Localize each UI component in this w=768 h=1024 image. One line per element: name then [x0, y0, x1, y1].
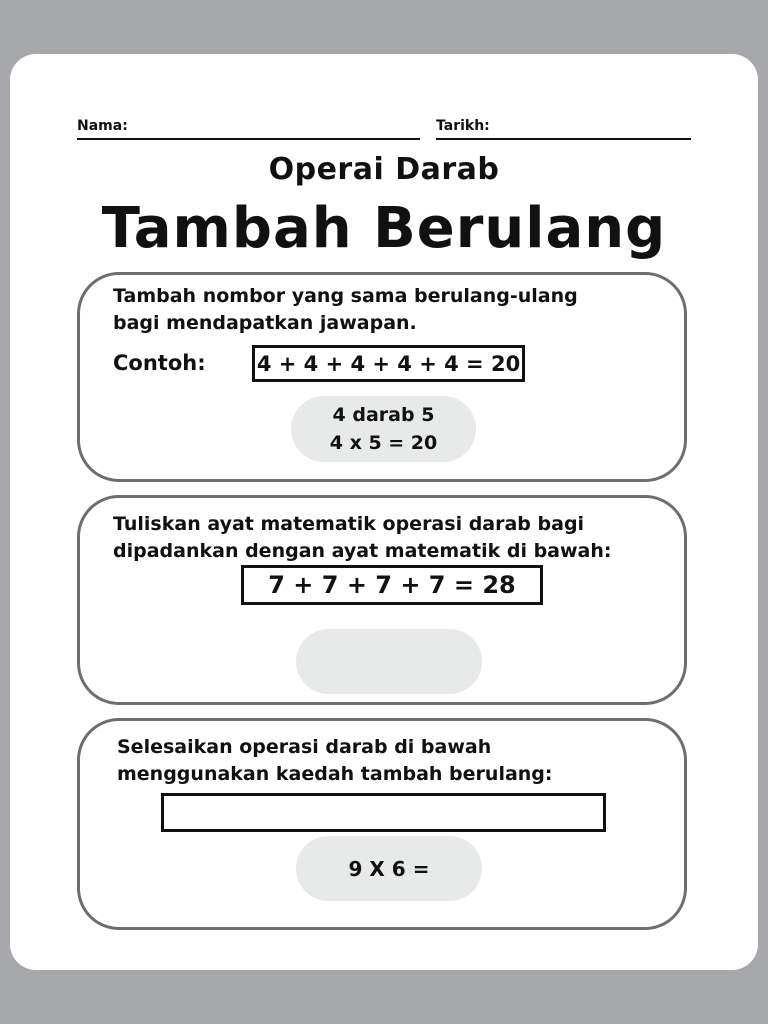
- worksheet-subtitle: Operai Darab: [268, 152, 500, 187]
- date-label: Tarikh:: [436, 118, 490, 134]
- date-line[interactable]: [436, 138, 691, 140]
- exercise1-instruction-line2: dipadankan dengan ayat matematik di bawah:: [113, 540, 612, 562]
- example-equation-box: 4 + 4 + 4 + 4 + 4 = 20: [252, 345, 525, 382]
- exercise1-instruction-line1: Tuliskan ayat matematik operasi darab bagi: [113, 513, 585, 535]
- example-instruction-line1: Tambah nombor yang sama berulang-ulang: [113, 285, 578, 307]
- exercise2-answer-box[interactable]: [161, 793, 606, 832]
- exercise1-answer-pill[interactable]: [296, 629, 482, 694]
- exercise2-instruction-line1: Selesaikan operasi darab di bawah: [117, 736, 492, 758]
- example-answer-line2: 4 x 5 = 20: [329, 432, 438, 454]
- exercise1-equation-box: 7 + 7 + 7 + 7 = 28: [241, 565, 543, 605]
- name-line[interactable]: [77, 138, 420, 140]
- example-instruction-line2: bagi mendapatkan jawapan.: [113, 312, 417, 334]
- example-answer-pill: [291, 396, 476, 462]
- exercise2-problem-pill: 9 X 6 =: [296, 836, 482, 901]
- exercise2-instruction-line2: menggunakan kaedah tambah berulang:: [117, 763, 553, 785]
- example-answer-line1: 4 darab 5: [332, 404, 435, 426]
- example-label: Contoh:: [113, 351, 206, 375]
- worksheet-title: Tambah Berulang: [101, 196, 667, 261]
- name-label: Nama:: [77, 118, 128, 134]
